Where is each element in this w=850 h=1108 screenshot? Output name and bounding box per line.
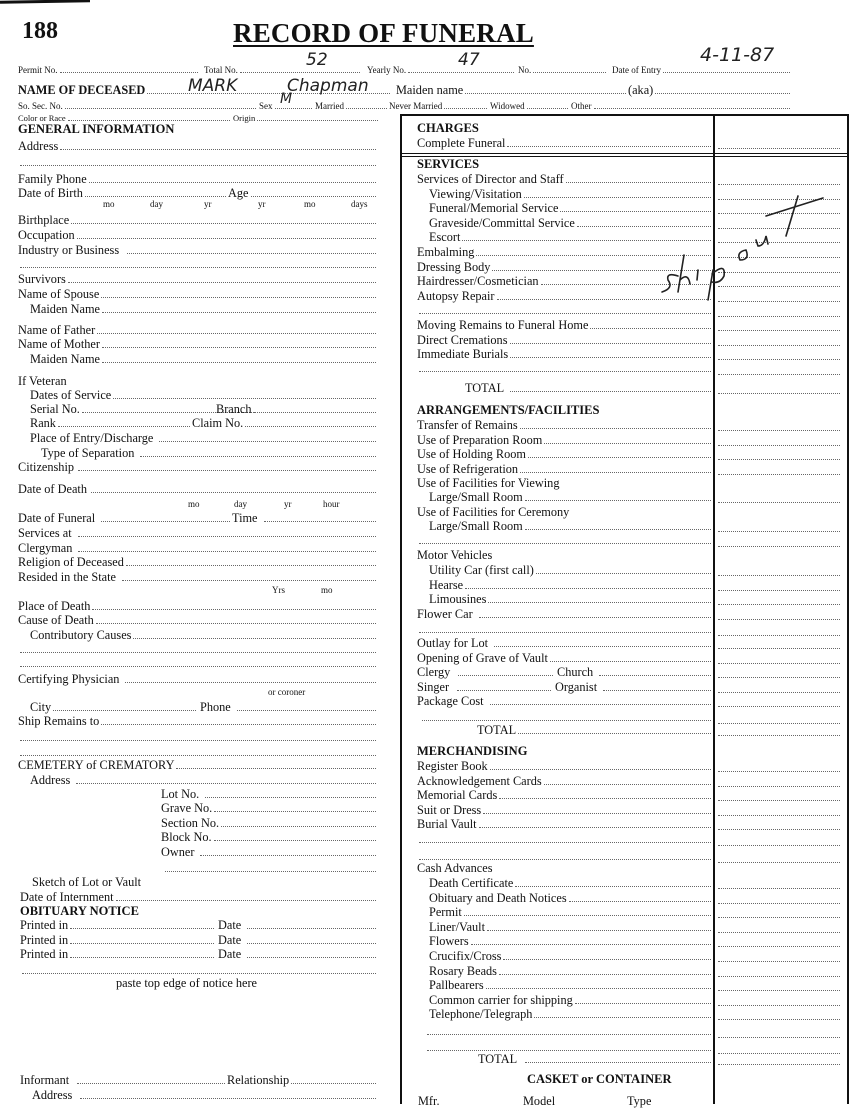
handwriting-h xyxy=(678,255,690,292)
vehicle-item-field[interactable] xyxy=(429,563,711,577)
merch-item-amount[interactable] xyxy=(718,806,840,816)
sex-value: M xyxy=(280,91,293,107)
cash-advance-item-amount[interactable] xyxy=(718,981,840,991)
cash-blank-line-2[interactable] xyxy=(425,1041,711,1051)
dod-sublabel-day: day xyxy=(234,499,247,509)
age-field[interactable]: Age xyxy=(228,186,376,200)
arrangement-item-field[interactable] xyxy=(417,462,711,476)
handwriting-t xyxy=(766,196,823,236)
total-no-field[interactable]: Total No. xyxy=(204,63,360,77)
date-of-entry-value: 4-11-87 xyxy=(700,44,775,66)
arrangement-item-amount[interactable] xyxy=(718,436,840,446)
arrangements-blank-line[interactable] xyxy=(417,534,711,544)
merchandising-heading: MERCHANDISING xyxy=(417,744,528,758)
printed-date-field-2[interactable]: Date xyxy=(218,933,376,947)
merch-item-field[interactable] xyxy=(417,788,711,802)
merch-item-field[interactable] xyxy=(417,803,711,817)
clergyman-field[interactable]: Clergyman xyxy=(18,541,376,555)
cash-advance-item-label: Crucifix/Cross xyxy=(429,949,502,963)
cash-advance-item-amount[interactable] xyxy=(718,996,840,1006)
cash-advance-item-label: Common carrier for shipping xyxy=(429,992,573,1007)
cemetery-address-field[interactable]: Address xyxy=(30,773,376,787)
casket-model-field[interactable]: Model xyxy=(523,1094,556,1108)
resided-sublabel-yrs: Yrs xyxy=(272,585,285,595)
arrangement-item-label: Use of Refrigeration xyxy=(417,461,519,476)
merch-item-label: Suit or Dress xyxy=(417,802,482,817)
permit-no-field[interactable]: Permit No. xyxy=(18,63,198,77)
merch-item-label: Register Book xyxy=(417,759,488,773)
service-item-label: Services of Director and Staff xyxy=(417,172,564,186)
date-of-funeral-field[interactable]: Date of Funeral xyxy=(18,511,230,525)
married-option[interactable]: Married xyxy=(315,99,387,113)
cash-total-amount[interactable] xyxy=(718,1055,840,1065)
date-of-death-field[interactable]: Date of Death xyxy=(18,482,376,496)
handwriting-p xyxy=(708,268,724,300)
resided-in-state-field[interactable]: Resided in the State xyxy=(18,570,376,584)
paste-notice-label: paste top edge of notice here xyxy=(116,976,258,990)
clergy-field[interactable]: Clergy xyxy=(417,665,553,679)
facilities-ceremony-label: Use of Facilities for Ceremony xyxy=(417,505,570,519)
cash-blank-amount[interactable] xyxy=(718,1028,840,1038)
religion-field[interactable]: Religion of Deceased xyxy=(18,555,376,569)
cemetery-field[interactable]: CEMETERY of CREMATORY xyxy=(18,758,376,772)
merch-item-field[interactable] xyxy=(417,759,711,773)
never-married-option[interactable]: Never Married xyxy=(389,99,487,113)
family-phone-field[interactable]: Family Phone xyxy=(18,172,376,186)
father-field[interactable]: Name of Father xyxy=(18,323,376,337)
block-no-field[interactable]: Block No. xyxy=(161,830,376,844)
service-item-label: Direct Cremations xyxy=(417,332,508,347)
color-race-field[interactable]: Color or Race xyxy=(18,111,230,125)
ceremony-room-field[interactable]: Large/Small Room xyxy=(429,519,711,533)
birthplace-field[interactable]: Birthplace xyxy=(18,213,376,227)
yearly-no-value: 47 xyxy=(458,50,480,70)
cash-blank-amount-2[interactable] xyxy=(718,1044,840,1054)
type-of-separation-field[interactable]: Type of Separation xyxy=(41,446,376,460)
facilities-viewing-label: Use of Facilities for Viewing xyxy=(417,476,560,490)
flower-car-amount[interactable] xyxy=(718,610,840,620)
address-field[interactable]: Address xyxy=(18,139,376,153)
city-field[interactable]: City xyxy=(30,700,196,714)
cash-advance-item-amount[interactable] xyxy=(718,1010,840,1020)
age-sublabel-yr: yr xyxy=(258,199,266,209)
obituary-separator xyxy=(20,964,376,974)
cash-advance-item-field[interactable] xyxy=(429,934,711,948)
lot-no-field[interactable]: Lot No. xyxy=(161,787,376,801)
sketch-of-lot-label: Sketch of Lot or Vault xyxy=(32,875,142,889)
merch-item-field[interactable] xyxy=(417,774,711,788)
cash-advance-item-label: Rosary Beads xyxy=(429,963,497,978)
notice-paste-area xyxy=(18,990,378,1070)
arrangements-total-amount[interactable] xyxy=(718,726,840,736)
section-no-field[interactable]: Section No. xyxy=(161,816,376,830)
arrangement-item-amount[interactable] xyxy=(718,421,840,431)
flower-car-field[interactable]: Flower Car xyxy=(417,607,711,621)
cash-advance-item-amount[interactable] xyxy=(718,894,840,904)
phone-field[interactable]: Phone xyxy=(200,700,376,714)
cash-advance-item-amount[interactable] xyxy=(718,952,840,962)
complete-funeral-field[interactable]: Complete Funeral xyxy=(417,136,711,150)
vehicle-item-amount[interactable] xyxy=(718,581,840,591)
service-item-field[interactable] xyxy=(417,333,711,347)
services-blank-amount-2[interactable] xyxy=(718,365,840,375)
service-item-label: Autopsy Repair xyxy=(417,288,495,303)
service-item-label: Escort xyxy=(429,230,461,245)
cash-advances-label: Cash Advances xyxy=(417,861,493,875)
services-total-amount[interactable] xyxy=(718,384,840,394)
contributory-causes-field[interactable]: Contributory Causes xyxy=(30,628,376,642)
date-of-internment-field[interactable]: Date of Internment xyxy=(20,890,376,904)
handwriting-o xyxy=(739,250,747,260)
printed-date-field-3[interactable]: Date xyxy=(218,947,376,961)
ship-remains-field[interactable]: Ship Remains to xyxy=(18,714,376,728)
clergy-amount[interactable] xyxy=(718,668,840,678)
merch-blank-line-2[interactable] xyxy=(417,850,711,860)
handwriting-u xyxy=(756,236,768,246)
cash-advance-item-amount[interactable] xyxy=(718,937,840,947)
claim-no-field[interactable]: Claim No. xyxy=(192,416,376,430)
cash-advance-item-amount[interactable] xyxy=(718,908,840,918)
service-item-amount[interactable] xyxy=(718,321,840,331)
complete-funeral-amount[interactable] xyxy=(718,139,840,149)
arrangement-item-amount[interactable] xyxy=(718,465,840,475)
cash-advance-item-field[interactable] xyxy=(429,891,711,905)
service-item-amount[interactable] xyxy=(718,350,840,360)
vehicles-blank-amount[interactable] xyxy=(718,626,840,636)
cash-advance-item-field[interactable] xyxy=(429,876,711,890)
merch-item-label: Memorial Cards xyxy=(417,788,498,803)
age-sublabel-mo: mo xyxy=(304,199,316,209)
occupation-field[interactable]: Occupation xyxy=(18,228,376,242)
viewing-room-amount[interactable] xyxy=(718,493,840,503)
merch-item-amount[interactable] xyxy=(718,791,840,801)
vehicle-item-amount[interactable] xyxy=(718,566,840,576)
casket-type-field[interactable]: Type xyxy=(627,1094,652,1108)
cash-advance-item-field[interactable] xyxy=(429,993,711,1007)
mother-field[interactable]: Name of Mother xyxy=(18,337,376,351)
handwriting-i xyxy=(697,270,698,280)
arrangement-item-label: Use of Preparation Room xyxy=(417,432,543,447)
time-field[interactable]: Time xyxy=(232,511,376,525)
printed-in-field-1[interactable]: Printed in xyxy=(20,918,214,932)
survivors-field[interactable]: Survivors xyxy=(18,272,376,286)
contributory-line3[interactable] xyxy=(18,657,376,667)
branch-field[interactable]: Branch xyxy=(216,402,376,416)
arrangement-item-field[interactable] xyxy=(417,418,711,432)
cash-advance-item-amount[interactable] xyxy=(718,923,840,933)
spouse-field[interactable]: Name of Spouse xyxy=(18,287,376,301)
date-of-birth-field[interactable]: Date of Birth xyxy=(18,186,226,200)
industry-field[interactable]: Industry or Business xyxy=(18,243,376,257)
age-sublabel-days: days xyxy=(351,199,368,209)
vehicle-item-label: Limousines xyxy=(429,592,487,607)
dob-sublabel-yr: yr xyxy=(204,199,212,209)
mother-maiden-name-field[interactable]: Maiden Name xyxy=(30,352,376,366)
citizenship-field[interactable]: Citizenship xyxy=(18,460,376,474)
serial-no-field[interactable]: Serial No. xyxy=(30,402,260,416)
arrangement-item-field[interactable] xyxy=(417,433,711,447)
service-item-label: Moving Remains to Funeral Home xyxy=(417,318,589,332)
certifying-physician-field[interactable]: Certifying Physician xyxy=(18,672,376,686)
general-info-heading: GENERAL INFORMATION xyxy=(18,122,175,136)
dod-sublabel-mo: mo xyxy=(188,499,200,509)
outlay-for-lot-field[interactable]: Outlay for Lot xyxy=(417,636,711,650)
arrangements-blank-line-2[interactable] xyxy=(420,711,711,721)
printed-in-field-2[interactable]: Printed in xyxy=(20,933,214,947)
resided-sublabel-mo: mo xyxy=(321,585,333,595)
sex-field[interactable]: Sex xyxy=(259,99,312,113)
service-item-field[interactable] xyxy=(417,347,711,361)
owner-field[interactable]: Owner xyxy=(161,845,376,859)
service-item-label: Hairdresser/Cosmetician xyxy=(417,274,539,289)
service-item-label: Funeral/Memorial Service xyxy=(429,201,559,216)
yearly-no-field[interactable]: Yearly No. xyxy=(367,63,514,77)
merch-blank-amount[interactable] xyxy=(718,836,840,846)
cash-advance-item-label: Flowers xyxy=(429,934,469,949)
package-cost-field[interactable]: Package Cost xyxy=(417,694,711,708)
aka-field[interactable]: (aka) xyxy=(628,83,790,97)
vehicle-item-label: Hearse xyxy=(429,577,464,592)
ship-remains-line2[interactable] xyxy=(18,731,376,741)
outlay-for-lot-amount[interactable] xyxy=(718,639,840,649)
service-item-amount[interactable] xyxy=(718,336,840,346)
cash-advance-item-label: Telephone/Telegraph xyxy=(429,1007,533,1022)
cash-advance-item-label: Obituary and Death Notices xyxy=(429,890,567,905)
cash-advance-item-field[interactable] xyxy=(429,949,711,963)
other-option[interactable]: Other xyxy=(571,99,790,113)
vehicles-blank-line[interactable] xyxy=(417,623,711,633)
cash-advance-item-label: Pallbearers xyxy=(429,978,484,993)
maiden-name-field[interactable]: Maiden name xyxy=(396,83,626,97)
date-of-entry-field[interactable]: Date of Entry xyxy=(612,63,790,77)
no-field[interactable]: No. xyxy=(518,63,606,77)
service-item-label: Viewing/Visitation xyxy=(429,186,522,201)
page-number: 188 xyxy=(22,18,58,44)
informant-field[interactable]: Informant xyxy=(20,1073,225,1087)
viewing-room-field[interactable]: Large/Small Room xyxy=(429,490,711,504)
relationship-field[interactable]: Relationship xyxy=(227,1073,376,1087)
vehicle-item-amount[interactable] xyxy=(718,595,840,605)
vehicle-item-field[interactable] xyxy=(429,578,711,592)
obituary-notice-heading: OBITUARY NOTICE xyxy=(20,904,139,918)
cash-advance-item-amount[interactable] xyxy=(718,967,840,977)
charges-heading: CHARGES xyxy=(417,121,479,135)
cash-advance-item-field[interactable] xyxy=(429,1007,711,1021)
cash-advance-item-field[interactable] xyxy=(429,920,711,934)
opening-of-grave-field[interactable]: Opening of Grave of Vault xyxy=(417,651,711,665)
merch-item-amount[interactable] xyxy=(718,820,840,830)
cause-of-death-field[interactable]: Cause of Death xyxy=(18,613,376,627)
service-item-label: Dressing Body xyxy=(417,259,491,274)
vehicle-item-label: Utility Car (first call) xyxy=(429,563,534,577)
cash-blank-line[interactable] xyxy=(425,1025,711,1035)
merch-item-amount[interactable] xyxy=(718,777,840,787)
handwriting-s xyxy=(662,275,678,292)
address-line2[interactable] xyxy=(18,156,376,166)
merch-item-amount[interactable] xyxy=(718,762,840,772)
arrangements-blank-amount-2[interactable] xyxy=(718,714,840,724)
handwritten-ship-out-annotation xyxy=(640,180,850,310)
singer-amount[interactable] xyxy=(718,683,840,693)
scan-edge-mark xyxy=(0,0,90,4)
cash-total-field[interactable]: TOTAL xyxy=(478,1052,711,1066)
cash-advance-item-field[interactable] xyxy=(429,978,711,992)
organist-field[interactable]: Organist xyxy=(555,680,711,694)
dates-of-service-field[interactable]: Dates of Service xyxy=(30,388,376,402)
dod-sublabel-hour: hour xyxy=(323,499,340,509)
industry-line2[interactable] xyxy=(18,258,376,268)
vehicle-item-field[interactable] xyxy=(429,592,711,606)
opening-of-grave-amount[interactable] xyxy=(718,654,840,664)
deceased-last-name: Chapman xyxy=(287,76,369,96)
cash-advance-item-label: Death Certificate xyxy=(429,876,514,890)
dob-sublabel-day: day xyxy=(150,199,163,209)
merch-blank-line[interactable] xyxy=(417,833,711,843)
casket-mfr-field[interactable]: Mfr. xyxy=(418,1094,440,1108)
name-of-deceased-field[interactable]: NAME OF DECEASED xyxy=(18,83,390,97)
cash-advance-item-label: Permit xyxy=(429,905,462,920)
deceased-first-name: MARK xyxy=(188,76,238,96)
total-no-value: 52 xyxy=(306,50,328,70)
merch-blank-amount-2[interactable] xyxy=(718,853,840,863)
widowed-option[interactable]: Widowed xyxy=(490,99,568,113)
arrangement-item-field[interactable] xyxy=(417,447,711,461)
place-of-entry-field[interactable]: Place of Entry/Discharge xyxy=(30,431,376,445)
grave-no-field[interactable]: Grave No. xyxy=(161,801,376,815)
cash-advance-item-amount[interactable] xyxy=(718,879,840,889)
services-total-field[interactable]: TOTAL xyxy=(465,381,711,395)
services-heading: SERVICES xyxy=(417,157,480,171)
service-item-label: Embalming xyxy=(417,245,475,259)
church-field[interactable]: Church xyxy=(557,665,711,679)
arrangement-item-label: Use of Holding Room xyxy=(417,447,526,462)
cash-advance-item-label: Liner/Vault xyxy=(429,919,486,934)
service-item-label: Graveside/Committal Service xyxy=(429,215,575,230)
ceremony-room-amount[interactable] xyxy=(718,522,840,532)
arrangements-blank-amount[interactable] xyxy=(718,537,840,547)
arrangement-item-label: Transfer of Remains xyxy=(417,418,518,432)
cash-advance-item-field[interactable] xyxy=(429,964,711,978)
arrangement-item-amount[interactable] xyxy=(718,450,840,460)
arrangements-heading: ARRANGEMENTS/FACILITIES xyxy=(417,403,600,417)
rank-field[interactable]: Rank xyxy=(30,416,190,430)
contributory-line2[interactable] xyxy=(18,643,376,653)
dob-sublabel-mo: mo xyxy=(103,199,115,209)
or-coroner-label: or coroner xyxy=(268,687,306,697)
services-blank-line-2[interactable] xyxy=(417,362,711,372)
singer-field[interactable]: Singer xyxy=(417,680,551,694)
merch-item-label: Acknowledgement Cards xyxy=(417,773,542,788)
owner-line2[interactable] xyxy=(163,862,376,872)
dod-sublabel-yr: yr xyxy=(284,499,292,509)
page-title: RECORD OF FUNERAL xyxy=(233,18,534,48)
merch-item-label: Burial Vault xyxy=(417,817,477,832)
arrangements-total-field[interactable]: TOTAL xyxy=(477,723,711,737)
service-item-field[interactable] xyxy=(417,318,711,332)
services-at-field[interactable]: Services at xyxy=(18,526,376,540)
ssn-field[interactable]: So. Sec. No. xyxy=(18,99,256,113)
spouse-maiden-name-field[interactable]: Maiden Name xyxy=(30,302,376,316)
if-veteran-label: If Veteran xyxy=(18,374,67,388)
service-item-label: Immediate Burials xyxy=(417,347,509,362)
casket-heading: CASKET or CONTAINER xyxy=(527,1072,672,1086)
package-cost-amount[interactable] xyxy=(718,697,840,707)
merch-item-field[interactable] xyxy=(417,817,711,831)
printed-date-field-1[interactable]: Date xyxy=(218,918,376,932)
cash-advance-item-field[interactable] xyxy=(429,905,711,919)
ship-remains-line3[interactable] xyxy=(18,746,376,756)
motor-vehicles-label: Motor Vehicles xyxy=(417,548,493,562)
origin-field[interactable]: Origin xyxy=(233,111,378,125)
informant-address-field[interactable]: Address xyxy=(32,1088,376,1102)
place-of-death-field[interactable]: Place of Death xyxy=(18,599,376,613)
printed-in-field-3[interactable]: Printed in xyxy=(20,947,214,961)
